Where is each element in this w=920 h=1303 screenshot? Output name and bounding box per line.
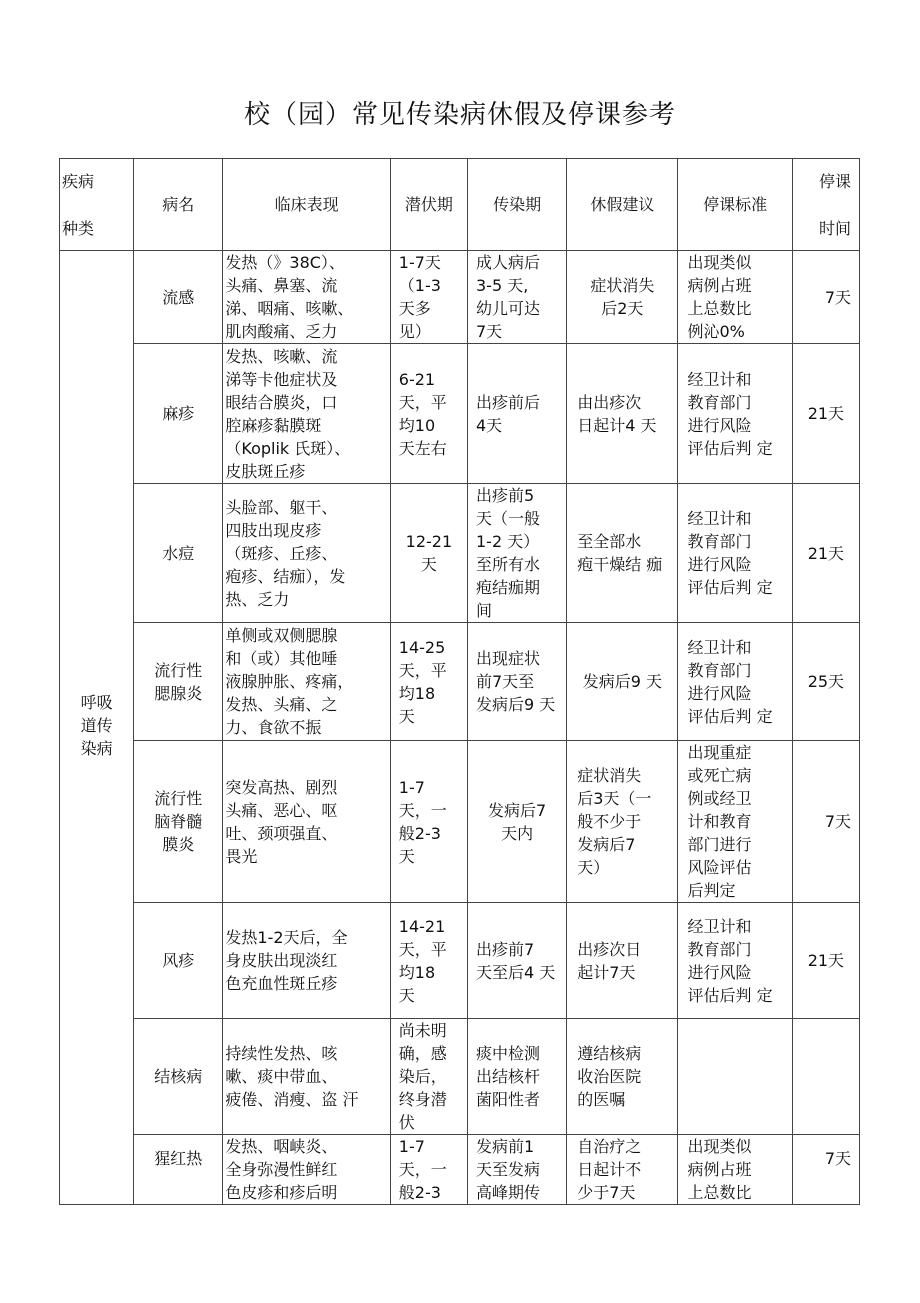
leave-cell: 自治疗之 日起计不 少于7天: [567, 1135, 678, 1205]
header-category-line1: 疾病: [62, 171, 95, 191]
contagious-cell: 出疹前后 4天: [467, 344, 566, 484]
standard-cell: 经卫计和 教育部门 进行风险 评估后判 定: [678, 484, 792, 623]
time-cell: [792, 1019, 859, 1135]
table-row: [60, 484, 860, 623]
leave-cell: 由出疹次 日起计4 天: [567, 344, 678, 484]
clinical-cell: 突发高热、剧烈 头痛、恶心、呕 吐、颈项强直、 畏光: [223, 741, 390, 903]
table-row: [60, 1019, 860, 1135]
clinical-cell: 持续性发热、咳 嗽、痰中带血、 疲倦、消瘦、盗 汗: [223, 1019, 390, 1135]
leave-cell: 症状消失 后3天（一 般不少于 发病后7 天）: [567, 741, 678, 903]
contagious-cell: 痰中检测 出结核杆 菌阳性者: [467, 1019, 566, 1135]
leave-cell: 遵结核病 收治医院 的医嘱: [567, 1019, 678, 1135]
clinical-cell: 发热、咽峡炎、 全身弥漫性鲜红 色皮疹和疹后明: [223, 1135, 390, 1205]
header-standard: 停课标准: [678, 159, 792, 251]
header-incubation: 潜伏期: [390, 159, 467, 251]
incubation-cell: 1-7 天，一 般2-3 天: [390, 741, 467, 903]
standard-cell: 出现重症 或死亡病 例或经卫 计和教育 部门进行 风险评估 后判定: [678, 741, 792, 903]
table-row: [60, 251, 860, 344]
incubation-cell: 尚未明 确，感 染后， 终身潜 伏: [390, 1019, 467, 1135]
contagious-cell: 出现症状 前7天至 发病后9 天: [467, 623, 566, 741]
standard-cell: [678, 1019, 792, 1135]
standard-cell: 出现类似 病例占班 上总数比 例沁0%: [678, 251, 792, 344]
disease-name: 水痘: [134, 484, 223, 623]
standard-cell: 经卫计和 教育部门 进行风险 评估后判 定: [678, 344, 792, 484]
time-cell: 7天: [792, 251, 859, 344]
incubation-cell: 1-7天 （1-3 天多 见）: [390, 251, 467, 344]
page-title: 校（园）常见传染病休假及停课参考: [243, 100, 676, 130]
disease-name: 流行性 腮腺炎: [134, 623, 223, 741]
header-category: [60, 159, 134, 251]
time-cell: 21天: [792, 484, 859, 623]
time-cell: 21天: [792, 344, 859, 484]
clinical-cell: 发热1-2天后，全 身皮肤出现淡红 色充血性斑丘疹: [223, 903, 390, 1019]
incubation-cell: 12-21 天: [390, 484, 467, 623]
header-time-line1: 停课: [818, 171, 851, 191]
incubation-cell: 1-7 天，一 般2-3: [390, 1135, 467, 1205]
leave-cell: 至全部水 疱干燥结 痂: [567, 484, 678, 623]
contagious-cell: 成人病后 3-5 天, 幼儿可达 7天: [467, 251, 566, 344]
incubation-cell: 6-21 天，平 均10 天左右: [390, 344, 467, 484]
header-name: 病名: [134, 159, 223, 251]
table-row: [60, 623, 860, 741]
header-clinical: 临床表现: [223, 159, 390, 251]
disease-name: 猩红热: [134, 1135, 223, 1205]
header-category-line2: 种类: [62, 218, 95, 238]
time-cell: 25天: [792, 623, 859, 741]
disease-name: 风疹: [134, 903, 223, 1019]
table-row: [60, 1135, 860, 1205]
time-cell: 7天: [792, 1135, 859, 1205]
header-time: [792, 159, 859, 251]
standard-cell: 经卫计和 教育部门 进行风险 评估后判 定: [678, 903, 792, 1019]
clinical-cell: 单侧或双侧腮腺 和（或）其他唾 液腺肿胀、疼痛， 发热、头痛、之 力、食欲不振: [223, 623, 390, 741]
contagious-cell: 出疹前7 天至后4 天: [467, 903, 566, 1019]
table-row: [60, 903, 860, 1019]
table-row: [60, 344, 860, 484]
contagious-cell: 发病前1 天至发病 高峰期传: [467, 1135, 566, 1205]
standard-cell: 经卫计和 教育部门 进行风险 评估后判 定: [678, 623, 792, 741]
disease-name: 流感: [134, 251, 223, 344]
disease-table: [59, 158, 860, 1205]
standard-cell: 出现类似 病例占班 上总数比: [678, 1135, 792, 1205]
header-time-line2: 时间: [818, 218, 851, 238]
incubation-cell: 14-25 天，平 均18 天: [390, 623, 467, 741]
leave-cell: 发病后9 天: [567, 623, 678, 741]
disease-name: 结核病: [134, 1019, 223, 1135]
contagious-cell: 出疹前5 天（一般 1-2 天） 至所有水 疱结痂期 间: [467, 484, 566, 623]
table-row: [60, 741, 860, 903]
leave-cell: 症状消失 后2天: [567, 251, 678, 344]
clinical-cell: 发热（》38C）、 头痛、鼻塞、流 涕、咽痛、咳嗽、 肌肉酸痛、乏力: [223, 251, 390, 344]
incubation-cell: 14-21 天，平 均18 天: [390, 903, 467, 1019]
contagious-cell: 发病后7 天内: [467, 741, 566, 903]
category-cell: 呼吸 道传 染病: [60, 251, 134, 1205]
leave-cell: 出疹次日 起计7天: [567, 903, 678, 1019]
time-cell: 21天: [792, 903, 859, 1019]
clinical-cell: 头脸部、躯干、 四肢出现皮疹 （斑疹、丘疹、 疱疹、结痂），发 热、乏力: [223, 484, 390, 623]
header-row: [60, 159, 860, 251]
disease-name: 麻疹: [134, 344, 223, 484]
header-leave: 休假建议: [567, 159, 678, 251]
clinical-cell: 发热、咳嗽、流 涕等卡他症状及 眼结合膜炎，口 腔麻疹黏膜斑 （Koplik 氏斑）、 皮肤斑丘疹: [223, 344, 390, 484]
header-contagious: 传染期: [467, 159, 566, 251]
time-cell: 7天: [792, 741, 859, 903]
disease-name: 流行性 脑脊髓 膜炎: [134, 741, 223, 903]
